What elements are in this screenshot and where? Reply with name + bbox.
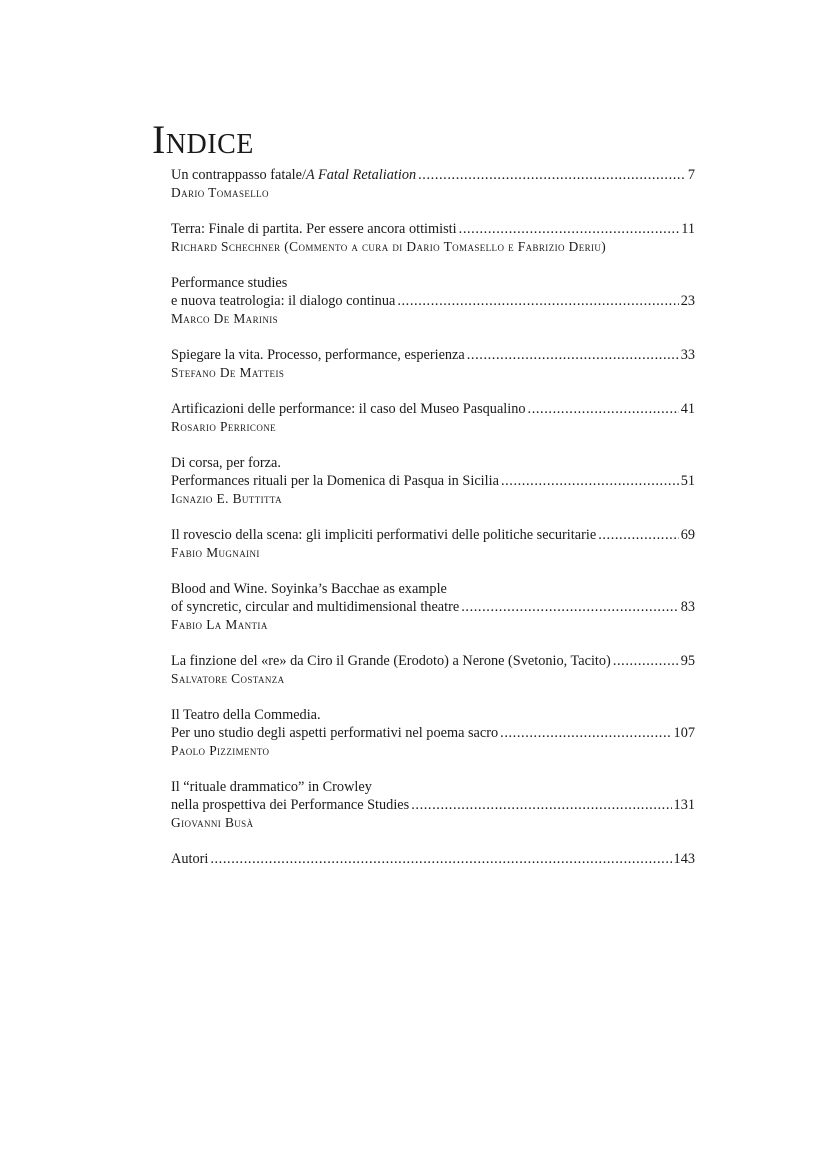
dot-leader — [411, 796, 671, 814]
toc-entry — [171, 400, 695, 436]
dot-leader — [397, 292, 678, 310]
toc-entry-title-line — [171, 580, 695, 598]
toc-entry — [171, 850, 695, 868]
toc-entry-title-line — [171, 274, 695, 292]
page-number: 33 — [680, 347, 695, 363]
toc-entry — [171, 526, 695, 562]
toc-entry-title — [171, 652, 611, 670]
toc-entry — [171, 652, 695, 688]
toc-entry-author: Giovanni Busà — [171, 815, 254, 830]
toc-entry-title-line — [171, 166, 695, 184]
page-title: Indice — [152, 117, 254, 162]
toc-entry-title-line — [171, 652, 695, 670]
toc-entry-author: Richard Schechner (Commento a cura di Dario Tomasello e Fabrizio Deriu) — [171, 239, 607, 254]
toc-entry-title-line — [171, 472, 695, 490]
toc-entry — [171, 346, 695, 382]
toc-entry-title-text: Artificazioni delle performance: il caso del Museo Pasqualino — [171, 401, 526, 417]
dot-leader — [528, 400, 679, 418]
toc-entry-title-line — [171, 778, 695, 796]
toc-entry — [171, 166, 695, 202]
toc-entry-title — [171, 274, 287, 292]
toc-entry-title-text: nella prospettiva dei Performance Studies — [171, 797, 410, 813]
page-number: 51 — [680, 473, 695, 489]
toc-entry-author: Paolo Pizzimento — [171, 743, 270, 758]
dot-leader — [467, 346, 679, 364]
toc-entry-title — [171, 220, 457, 238]
page-number: 69 — [680, 527, 695, 543]
page-number: 83 — [680, 599, 695, 615]
toc-entry-author: Fabio La Mantia — [171, 617, 268, 632]
page-number: 7 — [687, 167, 695, 183]
toc-entry-title-line — [171, 796, 695, 814]
page-number: 107 — [673, 725, 695, 741]
toc-entry-title-text: Spiegare la vita. Processo, performance, esperienza — [171, 347, 465, 363]
toc-entry-title-line — [171, 526, 695, 544]
toc-entry-title — [171, 598, 459, 616]
toc-entry-title-line — [171, 292, 695, 310]
toc-entry — [171, 454, 695, 508]
toc-entry-title-line — [171, 400, 695, 418]
toc-entry-title-text: Un contrappasso fatale/ — [171, 167, 306, 183]
toc-entry-author: Salvatore Costanza — [171, 671, 285, 686]
toc-entry-title — [171, 850, 208, 868]
toc-entry-title — [171, 724, 498, 742]
page-number: 11 — [681, 221, 695, 237]
page-number: 131 — [673, 797, 695, 813]
toc-entry-author: Rosario Perricone — [171, 419, 277, 434]
toc-entry-author: Marco De Marinis — [171, 311, 279, 326]
dot-leader — [210, 850, 671, 868]
dot-leader — [459, 220, 680, 238]
table-of-contents — [171, 166, 695, 886]
toc-entry-title — [171, 346, 465, 364]
page-number: 41 — [680, 401, 695, 417]
toc-entry-title — [171, 796, 409, 814]
toc-entry-author: Ignazio E. Buttitta — [171, 491, 282, 506]
toc-entry-title — [171, 292, 395, 310]
toc-entry-title-text: Terra: Finale di partita. Per essere ancora ottimisti — [171, 221, 457, 237]
toc-entry-author: Fabio Mugnaini — [171, 545, 260, 560]
page-number: 23 — [680, 293, 695, 309]
toc-entry — [171, 274, 695, 328]
toc-entry-title-text: of syncretic, circular and multidimensional theatre — [171, 599, 460, 615]
toc-entry-title-italic: A Fatal Retaliation — [305, 167, 417, 183]
dot-leader — [461, 598, 678, 616]
dot-leader — [501, 472, 679, 490]
toc-entry-title — [171, 472, 499, 490]
toc-entry-title-line — [171, 706, 695, 724]
toc-entry-title — [171, 526, 596, 544]
toc-entry-title-text: e nuova teatrologia: il dialogo continua — [171, 293, 396, 309]
toc-entry-title-line — [171, 454, 695, 472]
page-number: 95 — [680, 653, 695, 669]
toc-entry-title-line — [171, 724, 695, 742]
toc-entry — [171, 778, 695, 832]
toc-entry-title — [171, 454, 281, 472]
toc-entry-title-text: Blood and Wine. Soyinka’s Bacchae as example — [171, 581, 447, 597]
toc-entry-title-text: Per uno studio degli aspetti performativi nel poema sacro — [171, 725, 499, 741]
toc-entry-author: Stefano De Matteis — [171, 365, 285, 380]
toc-entry-title-line — [171, 850, 695, 868]
dot-leader — [613, 652, 679, 670]
toc-entry-title-text: Autori — [171, 851, 209, 867]
toc-entry — [171, 580, 695, 634]
dot-leader — [418, 166, 686, 184]
toc-entry-title — [171, 778, 372, 796]
toc-entry — [171, 706, 695, 760]
toc-entry-title — [171, 400, 526, 418]
toc-entry-title-text: Performances rituali per la Domenica di Pasqua in Sicilia — [171, 473, 499, 489]
toc-entry-title-text: Il “rituale drammatico” in Crowley — [171, 779, 372, 795]
toc-entry-title-text: Il Teatro della Commedia. — [171, 707, 321, 723]
page-number: 143 — [673, 851, 695, 867]
toc-entry-title — [171, 166, 416, 184]
toc-entry — [171, 220, 695, 256]
dot-leader — [598, 526, 679, 544]
toc-entry-title-text: Il rovescio della scena: gli impliciti performativi delle politiche securitarie — [171, 527, 597, 543]
toc-entry-title — [171, 706, 321, 724]
dot-leader — [500, 724, 671, 742]
toc-entry-title-text: Di corsa, per forza. — [171, 455, 281, 471]
toc-entry-title-text: Performance studies — [171, 275, 288, 291]
toc-entry-title — [171, 580, 447, 598]
toc-entry-title-text: La finzione del «re» da Ciro il Grande (Erodoto) a Nerone (Svetonio, Tacito) — [171, 653, 611, 669]
toc-entry-title-line — [171, 598, 695, 616]
toc-entry-author: Dario Tomasello — [171, 185, 269, 200]
toc-entry-title-line — [171, 220, 695, 238]
toc-entry-title-line — [171, 346, 695, 364]
